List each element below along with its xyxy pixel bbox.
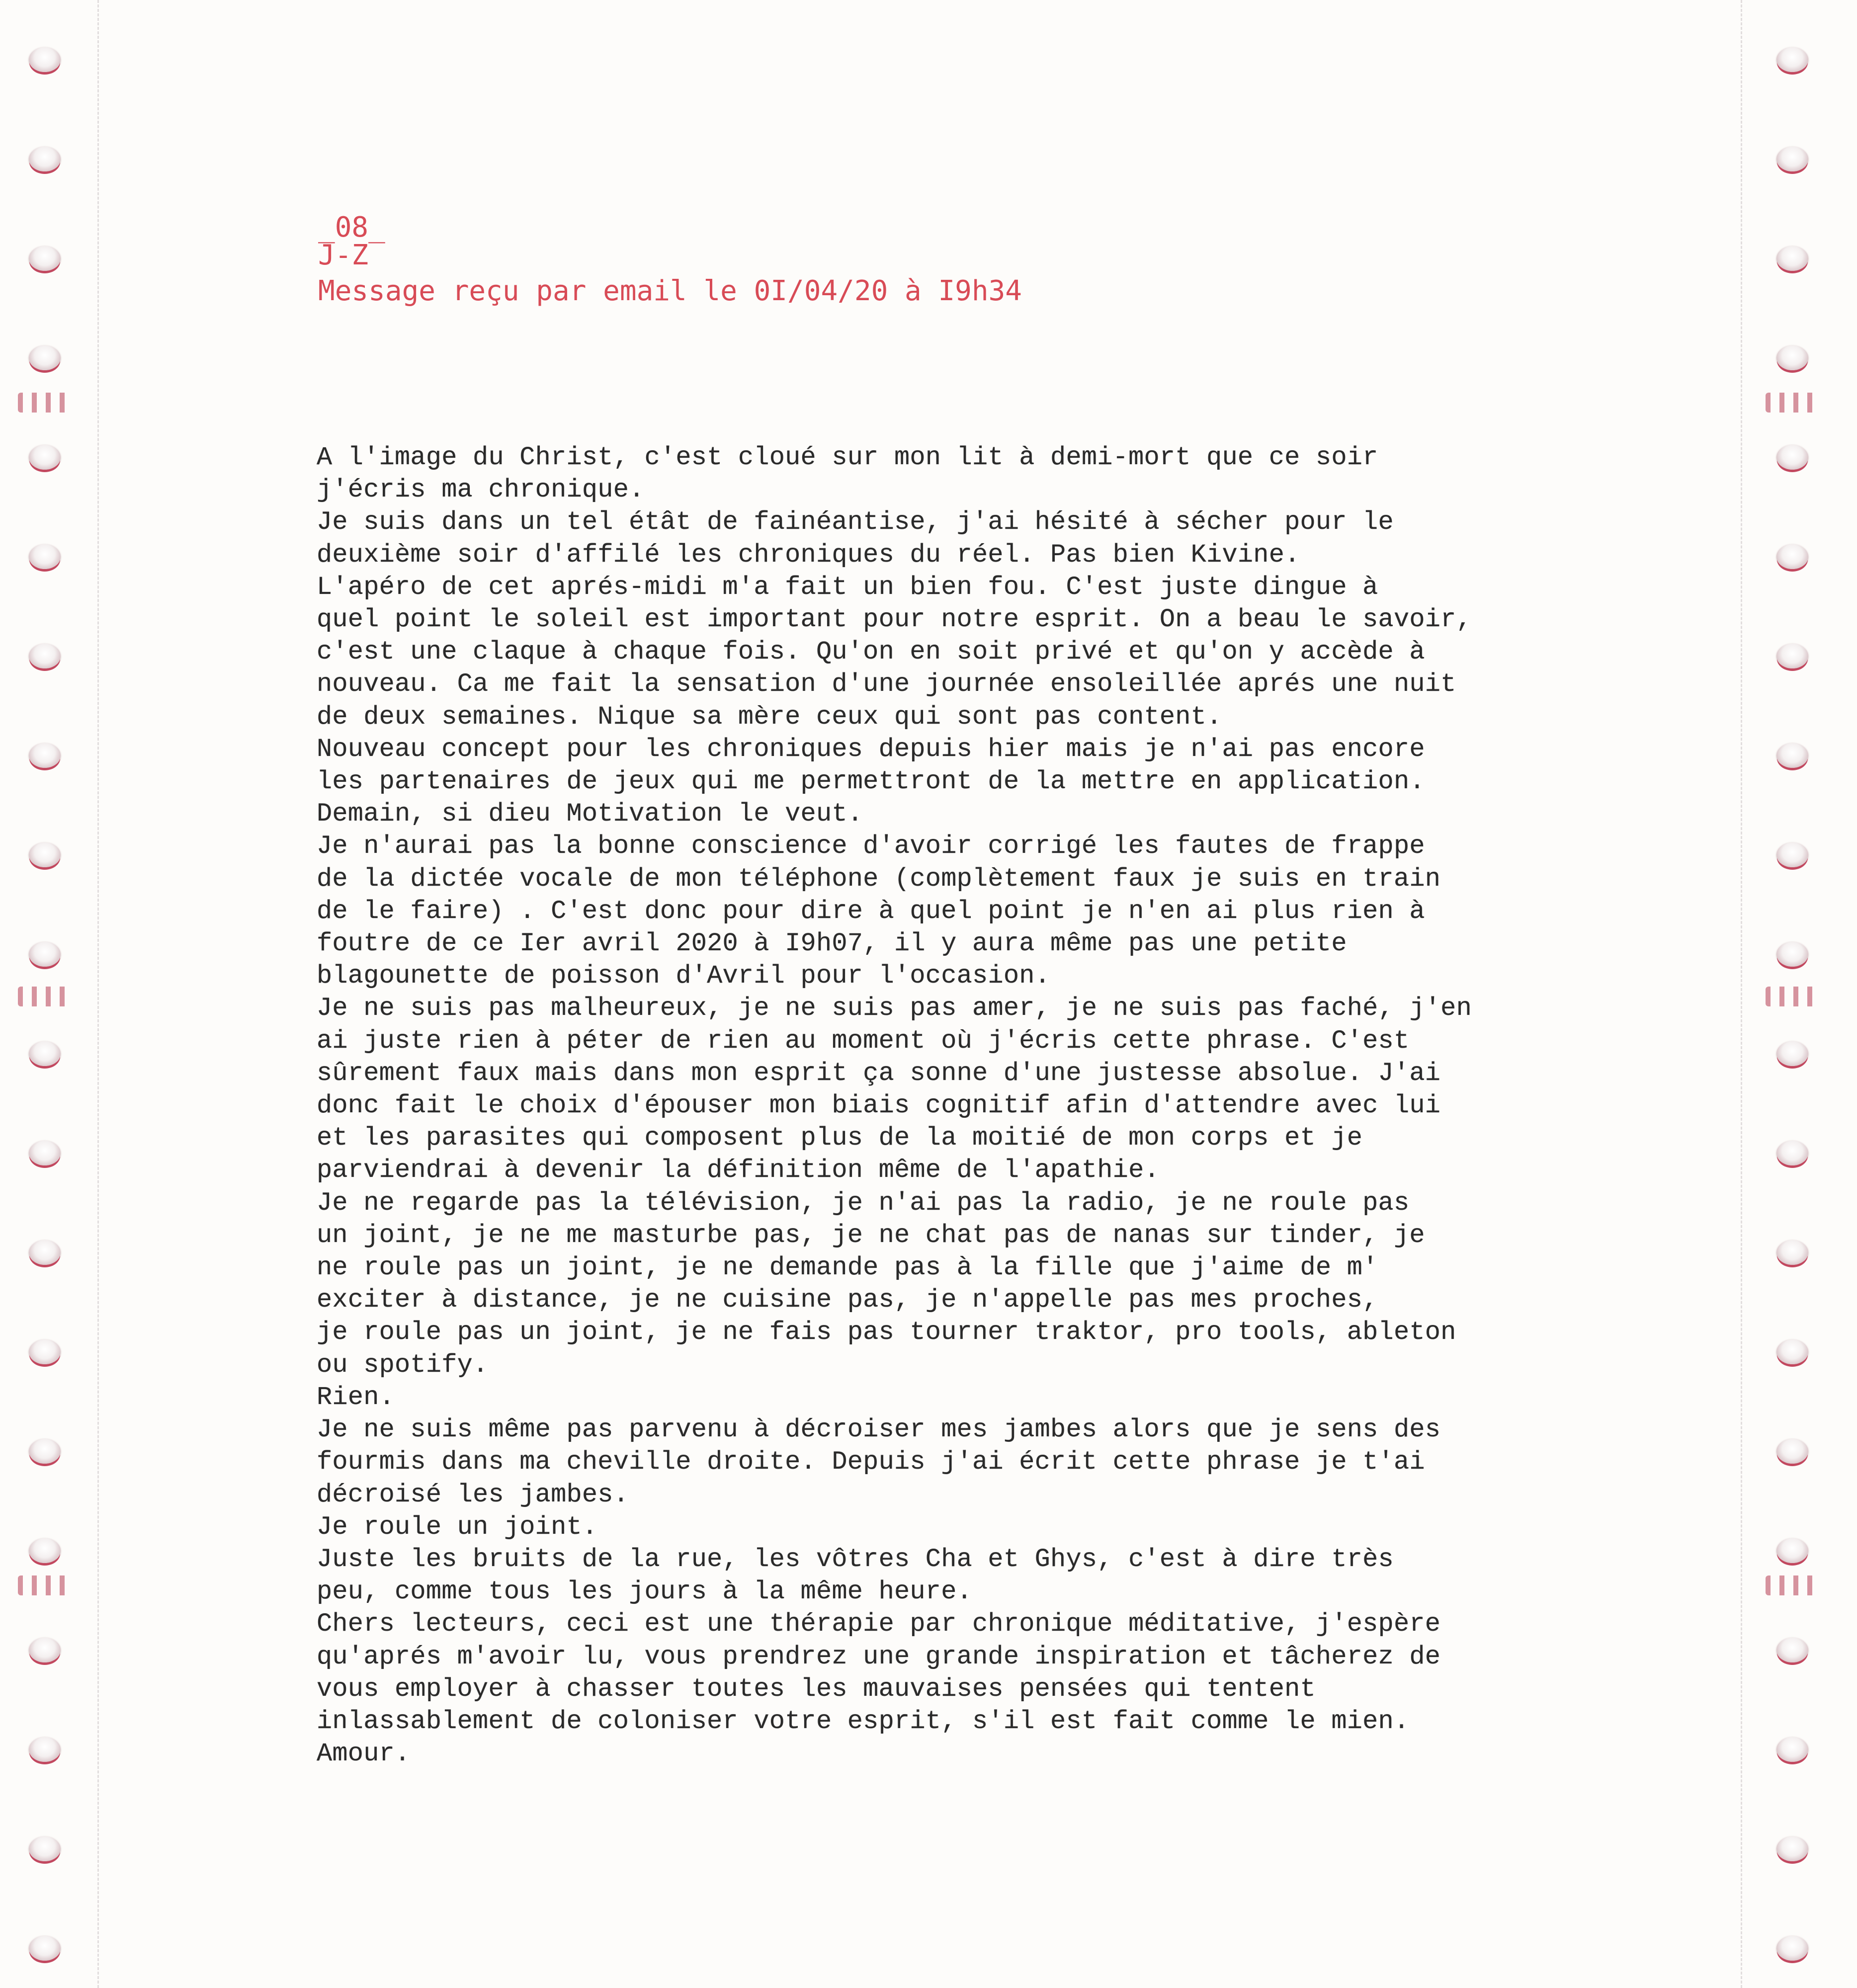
body-text-line: Je n'aurai pas la bonne conscience d'avoir corrigé les fautes de frappe	[317, 831, 1425, 861]
tractor-hole-icon	[1776, 1439, 1808, 1464]
body-text-line: L'apéro de cet aprés-midi m'a fait un bien fou. C'est juste dingue à	[317, 572, 1378, 602]
body-text-line: j'écris ma chronique.	[317, 475, 645, 505]
author-initials: J-Z	[318, 239, 369, 271]
body-text-line: Nouveau concept pour les chroniques depuis hier mais je n'ai pas encore	[317, 734, 1425, 764]
body-text-line: je roule pas un joint, je ne fais pas tourner traktor, pro tools, ableton	[317, 1318, 1456, 1347]
tear-notch-icon	[18, 1575, 73, 1595]
body-text-line: inlassablement de coloniser votre esprit, s'il est fait comme le mien.	[317, 1706, 1410, 1736]
tractor-hole-icon	[29, 1339, 61, 1364]
body-text-line: ai juste rien à péter de rien au moment où j'écris cette phrase. C'est	[317, 1026, 1410, 1056]
body-text-line: parviendrai à devenir la définition même de l'apathie.	[317, 1156, 1160, 1185]
body-text-line: qu'aprés m'avoir lu, vous prendrez une grande inspiration et tâcherez de	[317, 1642, 1441, 1671]
received-message-line: Message reçu par email le 0I/04/20 à I9h34	[318, 275, 1022, 307]
body-text-line: Je roule un joint.	[317, 1512, 598, 1542]
left-perforation-line	[97, 0, 99, 1988]
body-text-line: exciter à distance, je ne cuisine pas, je n'appelle pas mes proches,	[317, 1285, 1378, 1315]
tear-notch-icon	[1766, 1575, 1820, 1595]
body-text-line: Rien.	[317, 1382, 395, 1412]
body-text-line: vous employer à chasser toutes les mauvaises pensées qui tentent	[317, 1674, 1316, 1704]
body-text-line: ou spotify.	[317, 1350, 489, 1380]
body-text-line: fourmis dans ma cheville droite. Depuis j'ai écrit cette phrase je t'ai	[317, 1447, 1425, 1477]
tractor-hole-icon	[1776, 1936, 1808, 1961]
tractor-hole-icon	[29, 544, 61, 569]
tractor-hole-icon	[1776, 1141, 1808, 1165]
body-text-line: c'est une claque à chaque fois. Qu'on en soit privé et qu'on y accède à	[317, 637, 1425, 667]
body-text-line: Amour.	[317, 1739, 411, 1769]
tear-notch-icon	[18, 987, 73, 1006]
body-text-line: blagounette de poisson d'Avril pour l'occasion.	[317, 961, 1051, 991]
tractor-hole-icon	[1776, 1737, 1808, 1762]
tractor-hole-icon	[29, 1041, 61, 1066]
body-text-line: de deux semaines. Nique sa mère ceux qui sont pas content.	[317, 702, 1222, 732]
tractor-hole-icon	[1776, 644, 1808, 668]
tractor-hole-icon	[1776, 1240, 1808, 1265]
body-text-line: A l'image du Christ, c'est cloué sur mon lit à demi-mort que ce soir	[317, 443, 1378, 472]
tear-notch-icon	[18, 393, 73, 413]
body-text-line: les partenaires de jeux qui me permettront de la mettre en application.	[317, 767, 1425, 797]
body-text-line: Je ne suis pas malheureux, je ne suis pas amer, je ne suis pas faché, j'en	[317, 994, 1472, 1023]
right-tractor-feed-strip	[1746, 0, 1840, 1988]
tractor-hole-icon	[29, 644, 61, 668]
tractor-hole-icon	[1776, 842, 1808, 867]
body-text-line: Je suis dans un tel étât de fainéantise, j'ai hésité à sécher pour le	[317, 507, 1394, 537]
body-text-line: quel point le soleil est important pour notre esprit. On a beau le savoir,	[317, 605, 1472, 635]
tractor-hole-icon	[1776, 47, 1808, 72]
tractor-hole-icon	[29, 147, 61, 171]
tractor-hole-icon	[1776, 1836, 1808, 1861]
tractor-hole-icon	[1776, 544, 1808, 569]
tractor-hole-icon	[29, 942, 61, 967]
body-text-line: Chers lecteurs, ceci est une thérapie par chronique méditative, j'espère	[317, 1609, 1441, 1639]
body-text-line: sûrement faux mais dans mon esprit ça sonne d'une justesse absolue. J'ai	[317, 1058, 1441, 1088]
body-text-line: Demain, si dieu Motivation le veut.	[317, 799, 863, 829]
tractor-hole-icon	[1776, 1638, 1808, 1662]
tractor-hole-icon	[1776, 445, 1808, 470]
tractor-hole-icon	[29, 743, 61, 768]
body-text-line: décroisé les jambes.	[317, 1480, 629, 1509]
body-text-line: de la dictée vocale de mon téléphone (complètement faux je suis en train	[317, 864, 1441, 894]
tractor-hole-icon	[29, 1240, 61, 1265]
body-text-line: foutre de ce Ier avril 2020 à I9h07, il y aura même pas une petite	[317, 929, 1347, 959]
tractor-hole-icon	[29, 246, 61, 271]
body-text-line: un joint, je ne me masturbe pas, je ne chat pas de nanas sur tinder, je	[317, 1220, 1425, 1250]
tractor-hole-icon	[1776, 942, 1808, 967]
tractor-hole-icon	[1776, 743, 1808, 768]
body-text-line: Je ne regarde pas la télévision, je n'ai pas la radio, je ne roule pas	[317, 1188, 1410, 1218]
tractor-hole-icon	[29, 1638, 61, 1662]
tractor-hole-icon	[29, 1737, 61, 1762]
tractor-hole-icon	[1776, 246, 1808, 271]
tractor-hole-icon	[29, 1936, 61, 1961]
tractor-hole-icon	[1776, 1538, 1808, 1563]
tractor-hole-icon	[1776, 345, 1808, 370]
body-text-line: Je ne suis même pas parvenu à décroiser mes jambes alors que je sens des	[317, 1415, 1441, 1445]
body-text-line: ne roule pas un joint, je ne demande pas à la fille que j'aime de m'	[317, 1253, 1378, 1283]
tractor-hole-icon	[29, 445, 61, 470]
tractor-hole-icon	[29, 1538, 61, 1563]
tractor-hole-icon	[1776, 1041, 1808, 1066]
tractor-hole-icon	[29, 842, 61, 867]
body-text-line: deuxième soir d'affilé les chroniques du réel. Pas bien Kivine.	[317, 540, 1300, 570]
message-header	[318, 211, 1022, 308]
body-text-line: donc fait le choix d'épouser mon biais cognitif afin d'attendre avec lui	[317, 1091, 1441, 1121]
body-text-line: Juste les bruits de la rue, les vôtres Cha et Ghys, c'est à dire très	[317, 1544, 1394, 1574]
tractor-hole-icon	[1776, 1339, 1808, 1364]
tractor-hole-icon	[29, 1439, 61, 1464]
tear-notch-icon	[1766, 987, 1820, 1006]
body-text-line: de le faire) . C'est donc pour dire à quel point je n'en ai plus rien à	[317, 896, 1425, 926]
tractor-hole-icon	[29, 1141, 61, 1165]
tractor-hole-icon	[29, 345, 61, 370]
body-text-line: nouveau. Ca me fait la sensation d'une journée ensoleillée aprés une nuit	[317, 669, 1456, 699]
right-perforation-line	[1741, 0, 1742, 1988]
body-text-line: et les parasites qui composent plus de la moitié de mon corps et je	[317, 1123, 1363, 1153]
tractor-hole-icon	[1776, 147, 1808, 171]
tractor-hole-icon	[29, 1836, 61, 1861]
left-tractor-feed-strip	[0, 0, 94, 1988]
chronicle-number: _08_	[318, 211, 385, 244]
body-text-line: peu, comme tous les jours à la même heure.	[317, 1577, 973, 1607]
tear-notch-icon	[1766, 393, 1820, 413]
chronicle-body	[317, 441, 1559, 1770]
tractor-hole-icon	[29, 47, 61, 72]
